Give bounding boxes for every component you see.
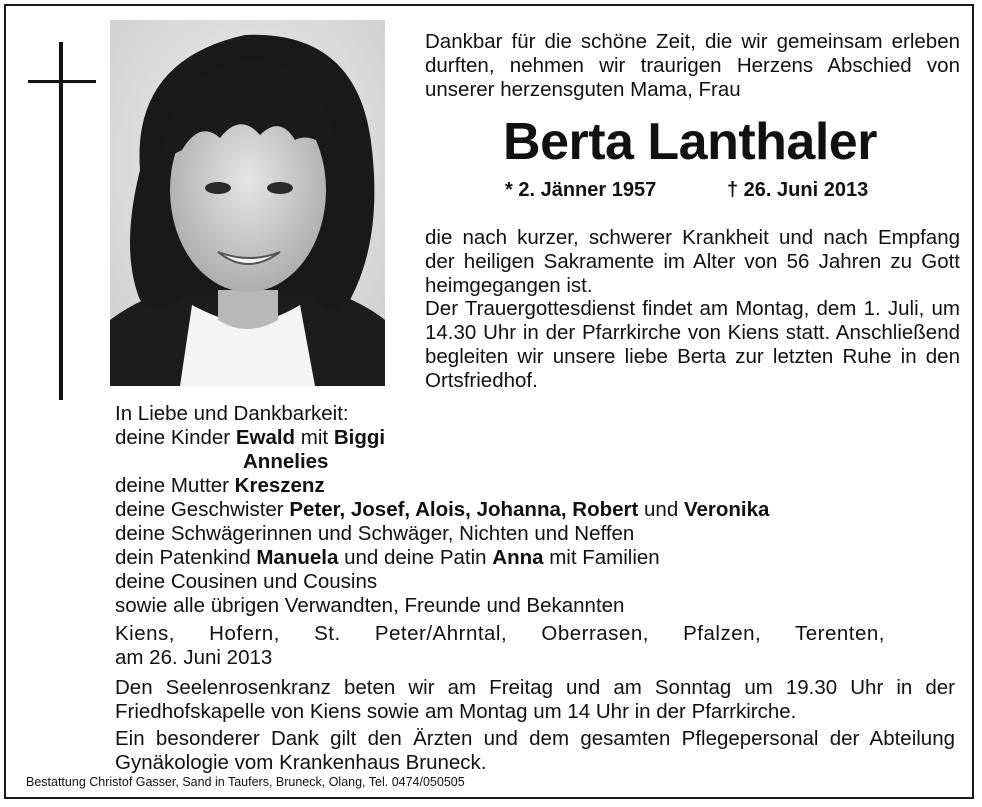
child-name: Annelies xyxy=(243,450,329,473)
cross-icon-bar xyxy=(28,80,96,83)
places-list: Kiens, Hofern, St. Peter/Ahrntal, Oberrasen, Pfalzen, Terenten, xyxy=(115,622,885,645)
mother-name: Kreszenz xyxy=(234,474,325,497)
family-others: sowie alle übrigen Verwandten, Freunde und Bekannten xyxy=(115,594,625,617)
rosary-paragraph: Den Seelenrosenkranz beten wir am Freitag und am Sonntag um 19.30 Uhr in der Friedhofskapelle von Kiens sowie am Montag um 14 Uhr in der Pfarrkirche. xyxy=(115,676,955,723)
funeral-service-paragraph: Der Trauergottesdienst findet am Montag, dem 1. Juli, um 14.30 Uhr in der Pfarrkirche von Kiens statt. Anschließend begleiten wir unsere liebe Berta zur letzten Ruhe in den Ortsfriedhof. xyxy=(425,297,960,392)
family-children-2 xyxy=(115,450,945,474)
child-name: Ewald xyxy=(235,426,296,449)
family-children: deine Kinder Ewald mit Biggi xyxy=(115,426,386,449)
family-list xyxy=(115,402,945,618)
family-siblings: deine Geschwister Peter, Josef, Alois, Johanna, Robert und Veronika xyxy=(115,498,770,521)
notice-date: am 26. Juni 2013 xyxy=(115,646,273,669)
family-in-laws: deine Schwägerinnen und Schwäger, Nichten und Neffen xyxy=(115,522,635,545)
family-opening: In Liebe und Dankbarkeit: xyxy=(115,402,349,425)
funeral-home-footer: Bestattung Christof Gasser, Sand in Taufers, Bruneck, Olang, Tel. 0474/050505 xyxy=(26,775,465,789)
deceased-name: Berta Lanthaler xyxy=(503,113,877,171)
portrait-photo xyxy=(110,20,385,386)
sibling-name: Veronika xyxy=(683,498,770,521)
godmother-name: Anna xyxy=(492,546,544,569)
passing-paragraph: die nach kurzer, schwerer Krankheit und nach Empfang der heiligen Sakramente im Alter von 56 Jahren zu Gott heimgegangen ist. xyxy=(425,226,960,297)
intro-text: Dankbar für die schöne Zeit, die wir gemeinsam erleben durften, nehmen wir traurigen Herzens Abschied von unserer herzensguten Mama, Frau xyxy=(425,30,960,101)
death-date: † 26. Juni 2013 xyxy=(727,179,869,201)
partner-name: Biggi xyxy=(333,426,386,449)
thanks-paragraph: Ein besonderer Dank gilt den Ärzten und dem gesamten Pflegepersonal der Abteilung Gynäkologie vom Krankenhaus Bruneck. xyxy=(115,727,955,774)
sibling-names: Peter, Josef, Alois, Johanna, Robert xyxy=(289,498,639,521)
birth-date: * 2. Jänner 1957 xyxy=(505,179,657,201)
family-cousins: deine Cousinen und Cousins xyxy=(115,570,378,593)
family-mother: deine Mutter Kreszenz xyxy=(115,474,325,497)
family-godchild: dein Patenkind Manuela und deine Patin Anna mit Familien xyxy=(115,546,660,569)
godchild-name: Manuela xyxy=(256,546,339,569)
cross-icon xyxy=(59,42,63,400)
